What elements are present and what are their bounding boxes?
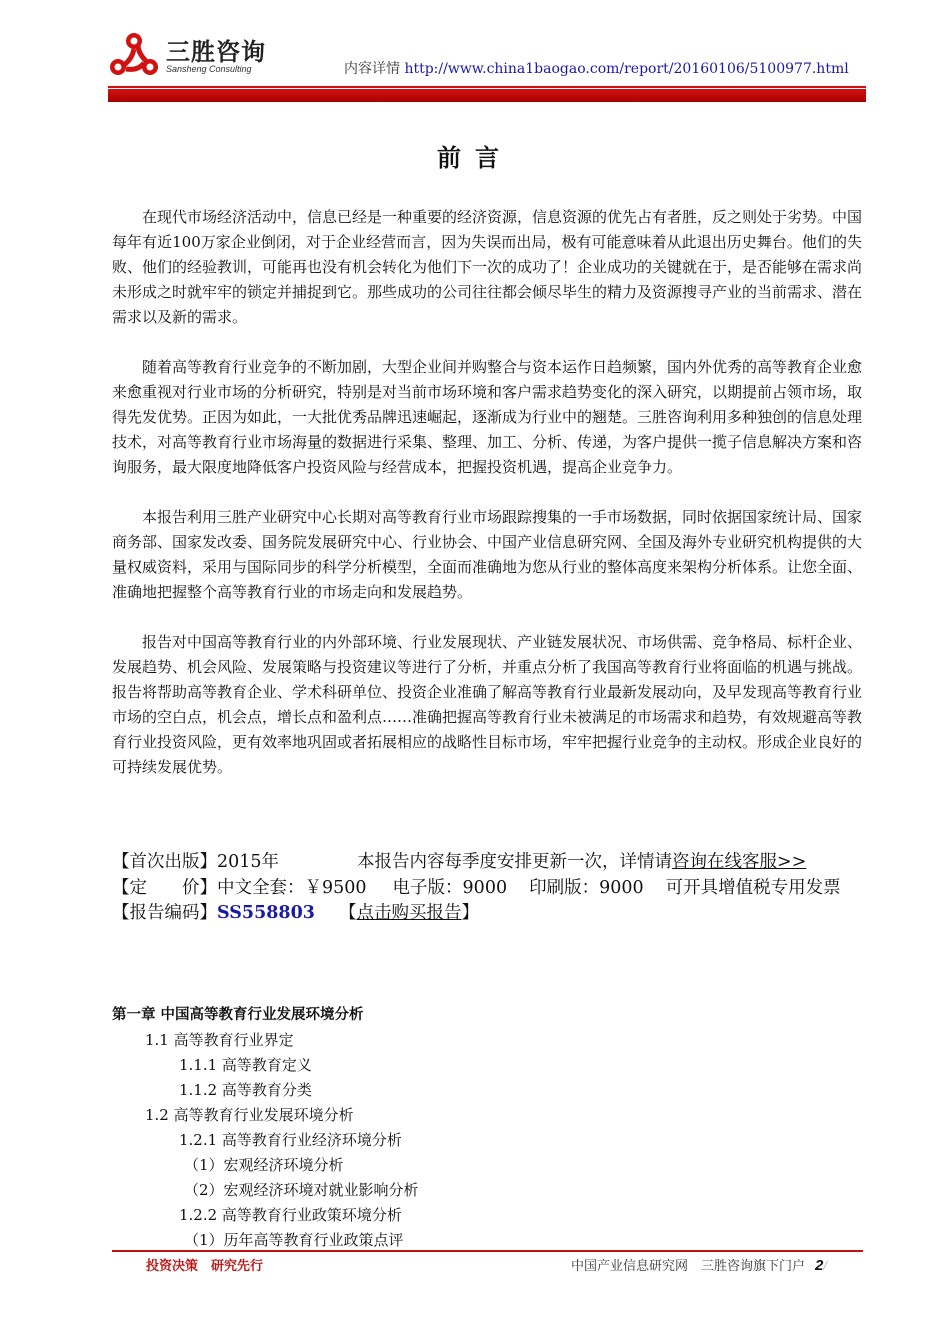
preface-paragraph: 本报告利用三胜产业研究中心长期对高等教育行业市场跟踪搜集的一手市场数据，同时依据国家统计局、国家商务部、国家发改委、国务院发展研究中心、行业协会、中国产业信息研究网、全国及海外专业研究机构提供的大量权威资料，采用与国际同步的科学分析模型，全面而准确地为您从行业的整体高度来架构分析体系。让您全面、准确地把握整个高等教育行业的市场走向和发展趋势。 xyxy=(112,508,863,601)
price-label: 【定 价】 xyxy=(112,877,217,898)
toc-item: 1.2.1 高等教育行业经济环境分析 xyxy=(179,1131,402,1149)
price-print: 印刷版：9000 xyxy=(529,877,644,898)
company-logo[interactable] xyxy=(108,28,283,82)
toc-item: （2）宏观经济环境对就业影响分析 xyxy=(184,1181,419,1199)
page-number-suffix: / xyxy=(823,1258,827,1273)
toc-chapter-heading: 第一章 中国高等教育行业发展环境分析 xyxy=(112,1007,364,1023)
toc-item: （1）宏观经济环境分析 xyxy=(184,1156,344,1174)
preface-paragraph: 在现代市场经济活动中，信息已经是一种重要的经济资源，信息资源的优先占有者胜，反之则处于劣势。中国每年有近100万家企业倒闭，对于企业经营而言，因为失误而出局，极有可能意味着从此退出历史舞台。他们的失败、他们的经验教训，可能再也没有机会转化为他们下一次的成功了！企业成功的关键就在于，是否能够在需求尚未形成之时就牢牢的锁定并捕捉到它。那些成功的公司往往都会倾尽毕生的精力及资源搜寻产业的当前需求、潜在需求以及新的需求。 xyxy=(112,208,863,326)
toc-item: 1.2.2 高等教育行业政策环境分析 xyxy=(179,1206,402,1224)
report-meta xyxy=(112,850,857,927)
buy-bracket-open: 【 xyxy=(338,903,357,923)
toc-item: 1.1 高等教育行业界定 xyxy=(145,1031,294,1049)
footer-slogan: 投资决策 研究先行 xyxy=(146,1259,264,1274)
page-number: 2 xyxy=(815,1257,824,1274)
toc-item: 1.1.1 高等教育定义 xyxy=(179,1056,312,1074)
price-row xyxy=(112,876,857,902)
content-detail xyxy=(344,58,849,78)
preface-paragraph: 报告对中国高等教育行业的内外部环境、行业发展现状、产业链发展状况、市场供需、竞争格局、标杆企业、发展趋势、机会风险、发展策略与投资建议等进行了分析，并重点分析了我国高等教育行业将面临的机遇与挑战。报告将帮助高等教育企业、学术科研单位、投资企业准确了解高等教育行业最新发展动向，及早发现高等教育行业市场的空白点，机会点，增长点和盈利点……准确把握高等教育行业未被满足的市场需求和趋势，有效规避高等教育行业投资风险，更有效率地巩固或者拓展相应的战略性目标市场，牢牢把握行业竞争的主动权。形成企业良好的可持续发展优势。 xyxy=(112,633,863,776)
report-code-row xyxy=(112,901,857,927)
page-title: 前言 xyxy=(437,143,513,172)
table-of-contents xyxy=(112,1003,857,1253)
logo-mark-icon xyxy=(108,31,160,83)
toc-item: （1）历年高等教育行业政策点评 xyxy=(184,1231,404,1249)
toc-item: 1.1.2 高等教育分类 xyxy=(179,1081,312,1099)
header-red-bar xyxy=(108,89,866,102)
footer-portal-text: 中国产业信息研究网 三胜咨询旗下门户 xyxy=(571,1259,806,1274)
preface-body xyxy=(112,205,862,805)
buy-report-link[interactable]: 点击购买报告 xyxy=(356,903,462,923)
preface-paragraph: 随着高等教育行业竞争的不断加剧，大型企业间并购整合与资本运作日趋频繁，国内外优秀的高等教育企业愈来愈重视对行业市场的分析研究，特别是对当前市场环境和客户需求趋势变化的深入研究，以期提前占领市场，取得先发优势。正因为如此，一大批优秀品牌迅速崛起，逐渐成为行业中的翘楚。三胜咨询利用多种独创的信息处理技术，对高等教育行业市场海量的数据进行采集、整理、加工、分析、传递，为客户提供一揽子信息解决方案和咨询服务，最大限度地降低客户投资风险与经营成本，把握投资机遇，提高企业竞争力。 xyxy=(112,358,863,476)
report-code-value: SS558803 xyxy=(217,903,315,923)
detail-label: 内容详情 xyxy=(344,61,400,77)
first-edition-label: 【首次出版】 xyxy=(112,852,217,872)
online-service-link[interactable]: 咨询在线客服>> xyxy=(672,852,807,872)
footer-site-info xyxy=(571,1255,827,1274)
footer-divider xyxy=(112,1250,863,1252)
price-note: 可开具增值税专用发票 xyxy=(665,877,841,898)
report-code-label: 【报告编码】 xyxy=(112,903,217,923)
price-electronic: 电子版：9000 xyxy=(392,877,508,898)
first-edition-value: 2015年 xyxy=(217,852,280,872)
first-edition-row xyxy=(112,850,857,876)
header-divider-thin xyxy=(108,86,866,88)
price-full: 中文全套：￥9500 xyxy=(217,877,367,898)
logo-english-name: Sansheng Consulting xyxy=(166,64,252,74)
toc-item: 1.2 高等教育行业发展环境分析 xyxy=(145,1106,354,1124)
update-text: 本报告内容每季度安排更新一次，详情请 xyxy=(357,852,673,872)
buy-bracket-close: 】 xyxy=(461,903,479,923)
page-header xyxy=(108,28,866,108)
detail-url-link[interactable]: http://www.china1baogao.com/report/20160106/5100977.html xyxy=(404,61,849,77)
logo-chinese-name: 三胜咨询 xyxy=(166,38,266,66)
